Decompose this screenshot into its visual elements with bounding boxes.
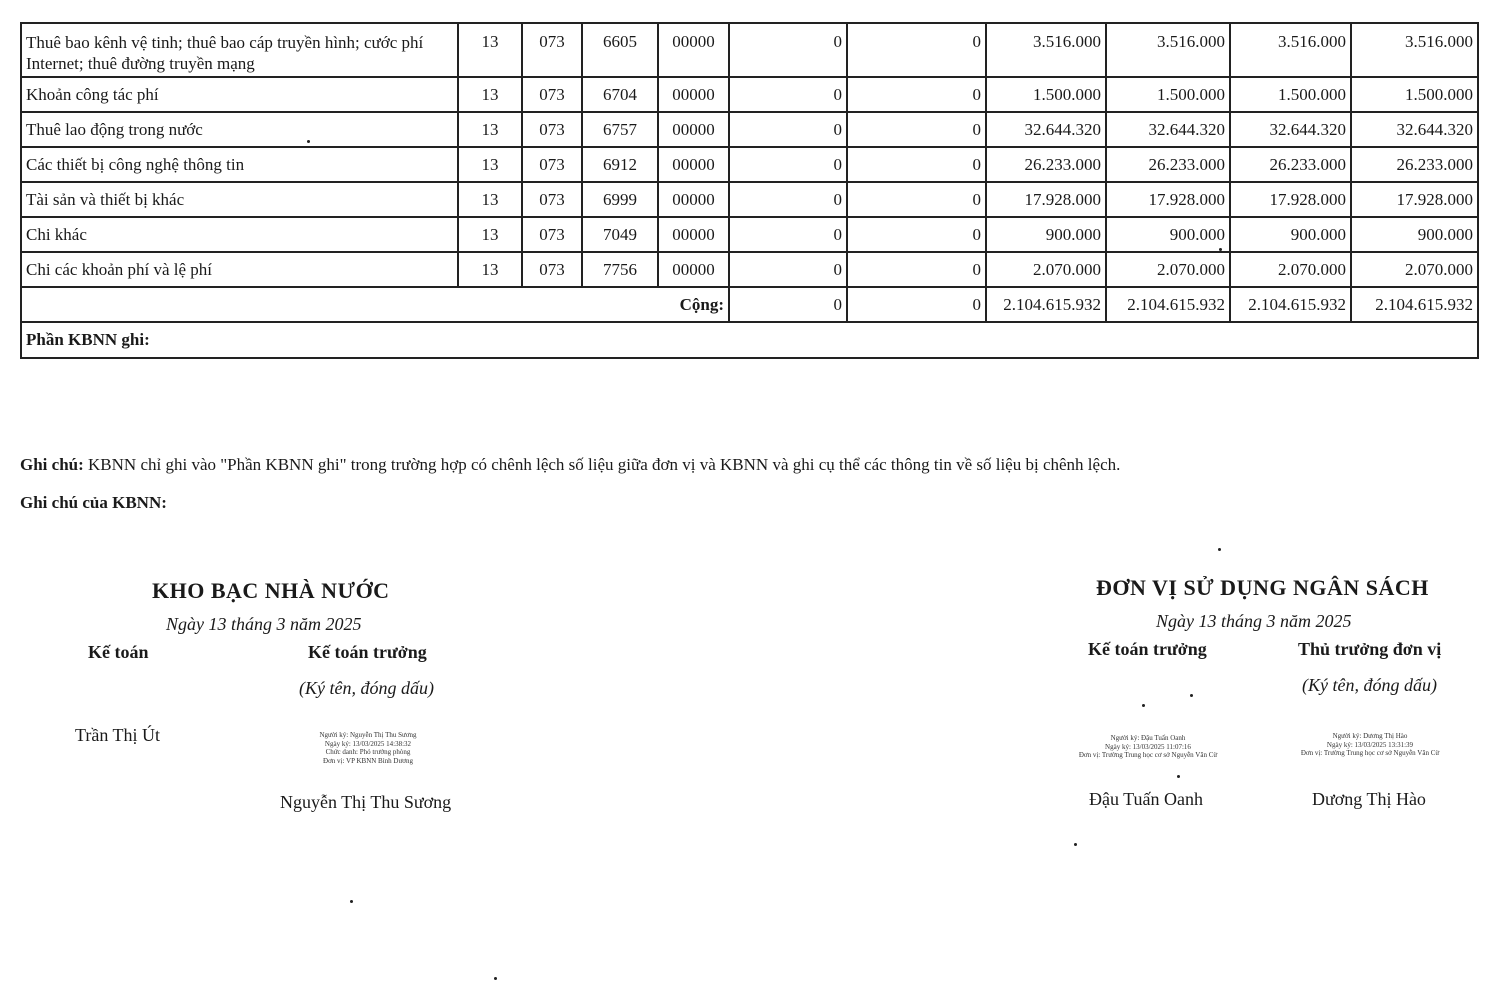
code-ctmt: 00000 [658,252,729,287]
value-cell: 3.516.000 [1106,23,1230,77]
value-cell: 1.500.000 [1106,77,1230,112]
scan-speck [350,900,353,903]
note-line [20,455,1120,475]
total-row [21,287,1478,322]
note-label: Ghi chú: [20,455,84,474]
total-value: 2.104.615.932 [986,287,1106,322]
esign-line: Đơn vị: Trường Trung học cơ sở Nguyễn Văn Cừ [1078,751,1218,759]
budget-unit-head-name: Dương Thị Hào [1312,789,1426,809]
value-cell: 32.644.320 [986,112,1106,147]
code-ndkt: 6704 [582,77,658,112]
budget-unit-chief-accountant-role: Kế toán trưởng [1088,639,1207,659]
code-chuong: 13 [458,112,522,147]
value-cell: 0 [729,147,847,182]
code-nganh: 073 [522,217,582,252]
esign-line: Người ký: Dương Thị Hào [1332,732,1408,740]
value-cell: 2.070.000 [1230,252,1351,287]
value-cell: 0 [729,112,847,147]
treasury-accountant-role: Kế toán [88,642,149,662]
value-cell: 1.500.000 [1351,77,1478,112]
scan-speck [307,140,310,143]
value-cell: 17.928.000 [1230,182,1351,217]
row-name: Các thiết bị công nghệ thông tin [21,147,458,182]
value-cell: 26.233.000 [1351,147,1478,182]
value-cell: 26.233.000 [1230,147,1351,182]
kbnn-section-label: Phần KBNN ghi: [21,322,1478,358]
budget-unit-date: Ngày 13 tháng 3 năm 2025 [1156,611,1352,631]
code-ctmt: 00000 [658,23,729,77]
code-ndkt: 6605 [582,23,658,77]
esign-line: Ngày ký: 13/03/2025 13:31:39 [1326,740,1414,749]
code-chuong: 13 [458,217,522,252]
kbnn-note [20,493,167,513]
value-cell: 900.000 [1351,217,1478,252]
value-cell: 0 [729,23,847,77]
value-cell: 3.516.000 [1230,23,1351,77]
table-row [21,182,1478,217]
value-cell: 3.516.000 [986,23,1106,77]
scan-speck [1190,694,1193,697]
total-label: Cộng: [21,287,729,322]
esign-line: Người ký: Đậu Tuấn Oanh [1110,734,1186,742]
treasury-accountant-name: Trần Thị Út [75,725,161,745]
table-row [21,147,1478,182]
value-cell: 1.500.000 [1230,77,1351,112]
value-cell: 0 [847,112,986,147]
code-nganh: 073 [522,77,582,112]
kbnn-note-label: Ghi chú của KBNN: [20,493,167,512]
table-row [21,252,1478,287]
esign-line: Đơn vị: Trường Trung học cơ sở Nguyễn Văn Cừ [1300,749,1440,757]
row-name: Tài sản và thiết bị khác [21,182,458,217]
value-cell: 32.644.320 [1351,112,1478,147]
total-value: 0 [847,287,986,322]
code-nganh: 073 [522,23,582,77]
row-name: Thuê lao động trong nước [21,112,458,147]
code-chuong: 13 [458,182,522,217]
value-cell: 3.516.000 [1351,23,1478,77]
treasury-date: Ngày 13 tháng 3 năm 2025 [166,614,362,634]
value-cell: 0 [729,77,847,112]
treasury-chief-accountant-name: Nguyễn Thị Thu Sương [280,792,452,812]
row-name: Thuê bao kênh vệ tinh; thuê bao cáp truyền hình; cước phí Internet; thuê đường truyền mạng [21,23,458,77]
value-cell: 900.000 [986,217,1106,252]
scan-speck [494,977,497,980]
esign-line: Ngày ký: 13/03/2025 11:07:16 [1105,742,1191,751]
code-ctmt: 00000 [658,147,729,182]
total-value: 2.104.615.932 [1351,287,1478,322]
code-chuong: 13 [458,147,522,182]
budget-unit-head-role: Thủ trưởng đơn vị [1298,639,1442,659]
code-nganh: 073 [522,112,582,147]
budget-unit-sign-hint: (Ký tên, đóng dấu) [1302,675,1437,695]
row-name: Khoản công tác phí [21,77,458,112]
row-name: Chi các khoản phí và lệ phí [21,252,458,287]
code-ctmt: 00000 [658,77,729,112]
value-cell: 900.000 [1230,217,1351,252]
note-text: KBNN chỉ ghi vào "Phần KBNN ghi" trong trường hợp có chênh lệch số liệu giữa đơn vị và KBNN và ghi cụ thể các thông tin về số liệu bị chênh lệch. [88,455,1121,474]
code-chuong: 13 [458,23,522,77]
budget-unit-title: ĐƠN VỊ SỬ DỤNG NGÂN SÁCH [1096,575,1429,600]
value-cell: 900.000 [1106,217,1230,252]
total-value: 2.104.615.932 [1106,287,1230,322]
value-cell: 2.070.000 [1106,252,1230,287]
code-ndkt: 6757 [582,112,658,147]
budget-table [20,22,1479,359]
code-chuong: 13 [458,252,522,287]
scan-speck [1219,248,1222,251]
row-name: Chi khác [21,217,458,252]
scan-speck [1142,704,1145,707]
code-ndkt: 7756 [582,252,658,287]
value-cell: 17.928.000 [1351,182,1478,217]
value-cell: 2.070.000 [1351,252,1478,287]
scan-speck [1074,843,1077,846]
code-nganh: 073 [522,182,582,217]
table-row [21,112,1478,147]
value-cell: 0 [847,23,986,77]
scan-speck [1177,775,1180,778]
treasury-sign-hint: (Ký tên, đóng dấu) [299,678,434,698]
code-ctmt: 00000 [658,112,729,147]
value-cell: 32.644.320 [1106,112,1230,147]
code-nganh: 073 [522,252,582,287]
esign-line: Người ký: Nguyễn Thị Thu Sương [319,731,417,739]
value-cell: 26.233.000 [1106,147,1230,182]
value-cell: 0 [729,182,847,217]
code-ndkt: 6999 [582,182,658,217]
value-cell: 2.070.000 [986,252,1106,287]
code-ndkt: 6912 [582,147,658,182]
value-cell: 17.928.000 [1106,182,1230,217]
esign-line: Đơn vị: VP KBNN Bình Dương [323,756,413,765]
table-row [21,77,1478,112]
code-nganh: 073 [522,147,582,182]
treasury-digital-signature [300,731,436,765]
esign-line: Ngày ký: 13/03/2025 14:38:32 [324,739,412,748]
budget-unit-chief-accountant-name: Đậu Tuấn Oanh [1089,789,1204,809]
total-value: 2.104.615.932 [1230,287,1351,322]
total-value: 0 [729,287,847,322]
value-cell: 26.233.000 [986,147,1106,182]
value-cell: 0 [847,252,986,287]
table-row [21,23,1478,77]
code-ctmt: 00000 [658,182,729,217]
kbnn-row [21,322,1478,358]
treasury-title: KHO BẠC NHÀ NƯỚC [152,578,390,603]
scan-speck [1218,548,1221,551]
treasury-chief-accountant-role: Kế toán trưởng [308,642,427,662]
value-cell: 0 [847,182,986,217]
code-ndkt: 7049 [582,217,658,252]
code-chuong: 13 [458,77,522,112]
value-cell: 0 [847,147,986,182]
table-row [21,217,1478,252]
value-cell: 1.500.000 [986,77,1106,112]
budget-unit-head-digital-signature [1294,732,1446,758]
value-cell: 32.644.320 [1230,112,1351,147]
code-ctmt: 00000 [658,217,729,252]
value-cell: 17.928.000 [986,182,1106,217]
budget-unit-chief-digital-signature [1072,734,1224,760]
value-cell: 0 [847,217,986,252]
esign-line: Chức danh: Phó trưởng phòng [325,748,411,756]
value-cell: 0 [729,217,847,252]
value-cell: 0 [729,252,847,287]
value-cell: 0 [847,77,986,112]
